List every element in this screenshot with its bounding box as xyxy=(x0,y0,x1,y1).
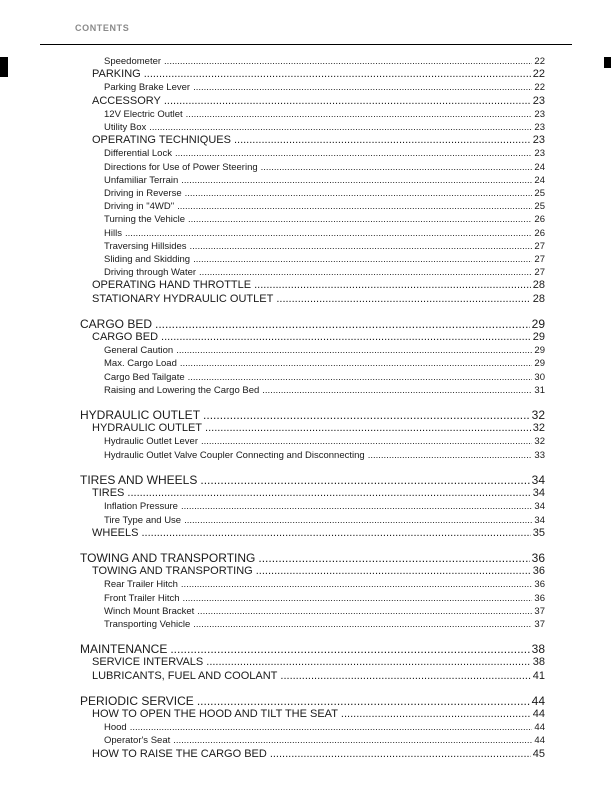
toc-dot-leader xyxy=(164,95,531,108)
toc-row xyxy=(80,371,545,384)
toc-dot-leader xyxy=(254,279,531,292)
toc-page-number: 36 xyxy=(534,592,545,604)
toc-dot-leader xyxy=(200,474,529,487)
toc-entry-label: HYDRAULIC OUTLET xyxy=(92,422,203,435)
toc-dot-leader xyxy=(173,734,532,747)
toc-page-number: 32 xyxy=(531,408,545,423)
toc-dot-leader xyxy=(193,618,532,631)
toc-page-number: 27 xyxy=(534,240,545,252)
toc-dot-leader xyxy=(183,592,533,605)
toc-entry-label: CARGO BED xyxy=(92,331,159,344)
toc-entry-label: Unfamiliar Terrain xyxy=(104,174,179,186)
toc-dot-leader xyxy=(190,240,533,253)
toc-dot-leader xyxy=(368,449,533,462)
toc-row xyxy=(80,95,545,108)
toc-page-number: 29 xyxy=(534,358,545,370)
page-header-contents-label: CONTENTS xyxy=(75,23,130,33)
toc-page-number: 25 xyxy=(534,188,545,200)
toc-row xyxy=(80,384,545,397)
toc-row xyxy=(80,81,545,94)
toc-dot-leader xyxy=(186,108,533,121)
toc-page-number: 34 xyxy=(532,487,545,500)
toc-entry-label: Winch Mount Bracket xyxy=(104,605,195,617)
toc-page-number: 27 xyxy=(534,254,545,266)
toc-dot-leader xyxy=(256,565,531,578)
toc-page-number: 24 xyxy=(534,174,545,186)
toc-row xyxy=(80,108,545,121)
toc-entry-label: Cargo Bed Tailgate xyxy=(104,371,185,383)
toc-page-number: 22 xyxy=(534,82,545,94)
toc-page-number: 32 xyxy=(532,422,545,435)
toc-dot-leader xyxy=(176,344,532,357)
toc-row xyxy=(80,293,545,306)
toc-dot-leader xyxy=(170,643,529,656)
toc-dot-leader xyxy=(261,161,533,174)
toc-dot-leader xyxy=(181,174,532,187)
toc-dot-leader xyxy=(144,68,531,81)
toc-dot-leader xyxy=(164,55,532,68)
toc-dot-leader xyxy=(188,213,532,226)
toc-row xyxy=(80,121,545,134)
toc-row xyxy=(80,708,545,721)
toc-row xyxy=(80,357,545,370)
toc-page-number: 34 xyxy=(534,514,545,526)
toc-row xyxy=(80,134,545,147)
toc-dot-leader xyxy=(197,605,532,618)
toc-row xyxy=(80,748,545,761)
toc-dot-leader xyxy=(203,409,530,422)
toc-page-number: 29 xyxy=(532,331,545,344)
toc-dot-leader xyxy=(258,552,529,565)
toc-row xyxy=(80,55,545,68)
toc-entry-label: OPERATING HAND THROTTLE xyxy=(92,279,252,292)
toc-dot-leader xyxy=(206,656,530,669)
toc-dot-leader xyxy=(141,527,530,540)
toc-entry-label: Hills xyxy=(104,227,122,239)
toc-page-number: 34 xyxy=(531,472,545,487)
toc-entry-label: Max. Cargo Load xyxy=(104,358,177,370)
toc-dot-leader xyxy=(197,695,530,708)
page-edge-mark-left xyxy=(0,57,8,77)
toc-entry-label: General Caution xyxy=(104,345,174,357)
toc-list xyxy=(80,55,545,761)
toc-page-number: 37 xyxy=(534,605,545,617)
toc-page-number: 38 xyxy=(532,656,545,669)
toc-row xyxy=(80,527,545,540)
toc-entry-label: CARGO BED xyxy=(80,316,153,331)
toc-row xyxy=(80,344,545,357)
toc-entry-label: OPERATING TECHNIQUES xyxy=(92,134,231,147)
toc-page-number: 34 xyxy=(534,501,545,513)
toc-page-number: 33 xyxy=(534,449,545,461)
toc-entry-label: Raising and Lowering the Cargo Bed xyxy=(104,384,260,396)
toc-dot-leader xyxy=(175,147,532,160)
toc-row xyxy=(80,578,545,591)
toc-entry-label: MAINTENANCE xyxy=(80,642,168,657)
toc-dot-leader xyxy=(276,293,530,306)
toc-entry-label: Hood xyxy=(104,722,127,734)
toc-dot-leader xyxy=(185,187,533,200)
toc-row xyxy=(80,331,545,344)
toc-row xyxy=(80,253,545,266)
toc-dot-leader xyxy=(201,435,532,448)
toc-dot-leader xyxy=(184,514,532,527)
toc-row xyxy=(80,213,545,226)
toc-entry-label: Front Trailer Hitch xyxy=(104,592,180,604)
toc-entry-label: Tire Type and Use xyxy=(104,514,182,526)
toc-row xyxy=(80,200,545,213)
toc-row xyxy=(80,279,545,292)
toc-page-number: 28 xyxy=(532,292,545,305)
toc-row xyxy=(80,449,545,462)
toc-row xyxy=(80,500,545,513)
toc-dot-leader xyxy=(149,121,532,134)
toc-page-number: 29 xyxy=(534,345,545,357)
toc-page-number: 32 xyxy=(534,436,545,448)
toc-dot-leader xyxy=(234,134,531,147)
toc-dot-leader xyxy=(280,670,530,683)
toc-row xyxy=(80,227,545,240)
toc-dot-leader xyxy=(125,227,532,240)
toc-page-number: 44 xyxy=(532,707,545,720)
toc-entry-label: Driving in Reverse xyxy=(104,188,182,200)
toc-row xyxy=(80,695,545,708)
toc-page-number: 25 xyxy=(534,201,545,213)
toc-row xyxy=(80,240,545,253)
toc-page-number: 41 xyxy=(532,669,545,682)
toc-entry-label: Sliding and Skidding xyxy=(104,254,191,266)
toc-page-number: 23 xyxy=(534,148,545,160)
toc-entry-label: PARKING xyxy=(92,68,141,81)
toc-row xyxy=(80,721,545,734)
toc-entry-label: ACCESSORY xyxy=(92,94,161,107)
toc-page-number: 36 xyxy=(534,579,545,591)
toc-page-number: 26 xyxy=(534,227,545,239)
toc-entry-label: Operator's Seat xyxy=(104,735,171,747)
toc-entry-label: Directions for Use of Power Steering xyxy=(104,161,258,173)
toc-entry-label: Hydraulic Outlet Valve Coupler Connecting and Disconnecting xyxy=(104,449,365,461)
toc-page-number: 29 xyxy=(531,316,545,331)
toc-entry-label: Rear Trailer Hitch xyxy=(104,579,178,591)
toc-dot-leader xyxy=(180,357,533,370)
toc-row xyxy=(80,618,545,631)
toc-row xyxy=(80,605,545,618)
toc-page-number: 44 xyxy=(534,735,545,747)
toc-entry-label: Transporting Vehicle xyxy=(104,618,191,630)
toc-row xyxy=(80,474,545,487)
toc-dot-leader xyxy=(270,748,531,761)
toc-entry-label: HOW TO RAISE THE CARGO BED xyxy=(92,747,267,760)
toc-row xyxy=(80,318,545,331)
toc-dot-leader xyxy=(181,500,532,513)
toc-entry-label: Speedometer xyxy=(104,56,162,67)
toc-page-number: 22 xyxy=(534,56,545,67)
toc-dot-leader xyxy=(177,200,532,213)
toc-row xyxy=(80,435,545,448)
toc-entry-label: TOWING AND TRANSPORTING xyxy=(92,565,253,578)
toc-entry-label: LUBRICANTS, FUEL AND COOLANT xyxy=(92,669,278,682)
toc-entry-label: WHEELS xyxy=(92,526,139,539)
toc-row xyxy=(80,266,545,279)
toc-page-number: 24 xyxy=(534,161,545,173)
toc-entry-label: STATIONARY HYDRAULIC OUTLET xyxy=(92,292,274,305)
toc-entry-label: Inflation Pressure xyxy=(104,501,178,513)
toc-entry-label: TIRES AND WHEELS xyxy=(80,472,198,487)
toc-entry-label: TOWING AND TRANSPORTING xyxy=(80,550,256,565)
toc-row xyxy=(80,643,545,656)
toc-dot-leader xyxy=(341,708,531,721)
toc-row xyxy=(80,514,545,527)
toc-page-number: 23 xyxy=(534,108,545,120)
toc-page-number: 22 xyxy=(532,68,545,81)
toc-dot-leader xyxy=(127,487,530,500)
toc-page-number: 30 xyxy=(534,371,545,383)
toc-row xyxy=(80,656,545,669)
toc-page-number: 36 xyxy=(531,550,545,565)
toc-page-number: 37 xyxy=(534,618,545,630)
toc-entry-label: HYDRAULIC OUTLET xyxy=(80,408,201,423)
toc-page-number: 23 xyxy=(534,122,545,134)
toc-entry-label: TIRES xyxy=(92,487,125,500)
toc-row xyxy=(80,734,545,747)
header-rule xyxy=(40,44,572,45)
toc-row xyxy=(80,161,545,174)
toc-entry-label: Differential Lock xyxy=(104,148,172,160)
toc-row xyxy=(80,565,545,578)
toc-page-number: 31 xyxy=(534,384,545,396)
toc-dot-leader xyxy=(262,384,532,397)
toc-entry-label: Traversing Hillsides xyxy=(104,240,187,252)
toc-entry-label: Turning the Vehicle xyxy=(104,214,185,226)
toc-dot-leader xyxy=(181,578,533,591)
toc-page-number: 44 xyxy=(531,693,545,708)
toc-page-number: 23 xyxy=(532,134,545,147)
toc-dot-leader xyxy=(188,371,533,384)
toc-row xyxy=(80,409,545,422)
toc-entry-label: Driving in "4WD" xyxy=(104,201,175,213)
toc-page-number: 45 xyxy=(532,747,545,760)
toc-dot-leader xyxy=(193,81,532,94)
toc-page-number: 36 xyxy=(532,565,545,578)
toc-entry-label: HOW TO OPEN THE HOOD AND TILT THE SEAT xyxy=(92,707,338,720)
toc-dot-leader xyxy=(130,721,533,734)
toc-page-number: 27 xyxy=(534,267,545,279)
toc-dot-leader xyxy=(193,253,532,266)
toc-entry-label: SERVICE INTERVALS xyxy=(92,656,204,669)
toc-row xyxy=(80,592,545,605)
toc-entry-label: PERIODIC SERVICE xyxy=(80,693,194,708)
toc-row xyxy=(80,147,545,160)
toc-row xyxy=(80,552,545,565)
toc-row xyxy=(80,487,545,500)
page-edge-mark-right xyxy=(604,57,611,68)
toc-row xyxy=(80,187,545,200)
toc-dot-leader xyxy=(161,331,531,344)
toc-entry-label: Utility Box xyxy=(104,122,147,134)
toc-dot-leader xyxy=(155,318,530,331)
toc-dot-leader xyxy=(199,266,532,279)
toc-row xyxy=(80,422,545,435)
toc-page-number: 35 xyxy=(532,526,545,539)
toc-page-number: 38 xyxy=(531,642,545,657)
toc-entry-label: Parking Brake Lever xyxy=(104,82,191,94)
toc-entry-label: Hydraulic Outlet Lever xyxy=(104,436,198,448)
toc-dot-leader xyxy=(205,422,531,435)
toc-page-number: 23 xyxy=(532,94,545,107)
toc-row xyxy=(80,670,545,683)
toc-row xyxy=(80,68,545,81)
toc-page-number: 44 xyxy=(534,722,545,734)
toc-entry-label: 12V Electric Outlet xyxy=(104,108,183,120)
toc-row xyxy=(80,174,545,187)
toc-page-number: 28 xyxy=(532,279,545,292)
toc-page-number: 26 xyxy=(534,214,545,226)
toc-entry-label: Driving through Water xyxy=(104,267,197,279)
